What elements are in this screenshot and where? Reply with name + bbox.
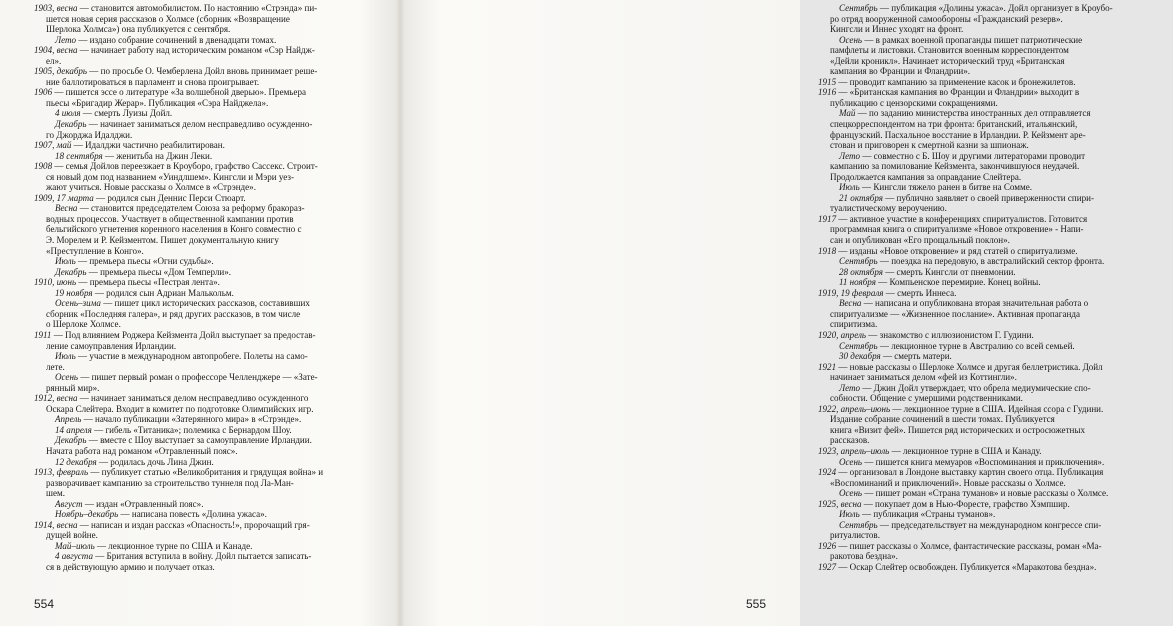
entry-text: — пишет рассказы о Холмсе, фантастические рассказы, роман «Ма- [836, 540, 1102, 551]
entry-text: — публично заявляет о своей приверженности спири- [882, 192, 1094, 203]
entry-text: — Компьенское перемирие. Конец войны. [875, 277, 1041, 288]
entry-text: — Оскар Слейтер освобожден. Публикуется «Маракотова бездна». [836, 561, 1097, 572]
chronology-line [818, 203, 1173, 214]
entry-text: французский. Пасхальное восстание в Ирландии. Р. Кейзмент аре- [830, 129, 1086, 140]
chronology-line [818, 130, 1173, 141]
entry-text: книга «Визит фей». Пишется ряд исторических и остросюжетных [830, 424, 1085, 435]
entry-text: — проводит кампанию за применение касок и бронежилетов. [836, 76, 1076, 87]
chronology-line [818, 530, 1173, 541]
date-label: 1914, весна [34, 519, 78, 530]
entry-text: — гибель «Титаника»; полемика с Бернардом Шоу. [91, 424, 292, 435]
entry-text: — издан «Отравленный пояс». [82, 498, 204, 509]
entry-text: Шерлока Холмса») она публикуется с сентября. [46, 24, 231, 35]
entry-text: — премьера пьесы «Пестрая лента». [76, 277, 220, 288]
entry-text: Оскара Слейтера. Входит в комитет по подготовке Олимпийских игр. [46, 403, 314, 414]
chronology-entry [818, 446, 1173, 457]
entry-text: — Джин Дойл утверждает, что обрела медиумические спо- [860, 382, 1091, 393]
chronology-line [34, 119, 389, 130]
chronology-line [34, 541, 389, 552]
entry-text: — активное участие в конференциях спиритуалистов. Готовится [836, 213, 1088, 224]
entry-text: ление самоуправления Ирландии. [46, 340, 177, 351]
chronology-line [34, 351, 389, 362]
chronology-line [34, 288, 389, 299]
entry-text: жают учиться. Новые рассказы о Холмсе в «Стрэнде». [46, 182, 256, 193]
chronology-line [34, 267, 389, 278]
chronology-line [34, 509, 389, 520]
entry-text: лете. [46, 361, 65, 372]
page-number-right: 555 [745, 597, 766, 611]
entry-text: ние баллотироваться в парламент и снова проигрывает. [46, 76, 260, 87]
entry-text: — начинает заниматься делом несправедливо осужденного [77, 393, 309, 404]
chronology-line [34, 98, 389, 109]
entry-text: — пишется эссе о литературе «За волшебной дверью». Премьера [52, 87, 306, 98]
chronology-line [818, 3, 1173, 14]
date-label: 1917 [818, 213, 837, 224]
date-label: 1907, май [34, 140, 72, 151]
chronology-line [818, 520, 1173, 531]
chronology-entry [818, 246, 1173, 257]
date-label: 1919, 19 февраля [818, 287, 884, 298]
date-label: Июль [839, 182, 860, 193]
chronology-entry [34, 277, 389, 288]
entry-text: спиритизма. [830, 319, 878, 330]
entry-text: го Джорджа Идалджи. [46, 129, 133, 140]
date-label: Июль [839, 509, 860, 520]
chronology-entry [818, 499, 1173, 510]
page-number-left: 554 [34, 597, 55, 611]
chronology-column-right [818, 3, 1173, 573]
entry-text: собности. Общение с умершими родственниками. [830, 393, 1023, 404]
chronology-line [34, 235, 389, 246]
date-label: Осень [839, 488, 863, 499]
entry-text: — поездка на передовую, в австралийский сектор фронта. [877, 256, 1105, 267]
entry-text: рянный мир». [46, 382, 100, 393]
entry-text: сан и опубликован «Его прощальный поклон». [830, 235, 1010, 246]
date-label: 4 августа [55, 551, 93, 562]
chronology-line [34, 457, 389, 468]
date-label: Лето [839, 382, 861, 393]
chronology-entry [34, 3, 389, 14]
chronology-line [818, 140, 1173, 151]
chronology-entry [818, 467, 1173, 478]
entry-text: Издание собрание сочинений в шести томах. Публикуется [830, 414, 1055, 425]
chronology-line [34, 24, 389, 35]
date-label: Осень [839, 456, 863, 467]
entry-text: стован и приговорен к смертной казни за шпионаж. [830, 140, 1029, 151]
date-label: 1913, февраль [34, 467, 89, 478]
entry-text: — по просьбе О. Чемберлена Дойл вновь принимает реше- [87, 66, 318, 77]
entry-text: — родилась дочь Лина Джин. [96, 456, 214, 467]
date-label: Сентябрь [839, 340, 878, 351]
entry-text: — начинает заниматься делом несправедливо осужденно- [86, 119, 313, 130]
date-label: Осень [839, 34, 863, 45]
chronology-line [818, 182, 1173, 193]
date-label: 1904, весна [34, 45, 78, 56]
chronology-line [34, 56, 389, 67]
chronology-line [34, 298, 389, 309]
chronology-line [818, 298, 1173, 309]
date-label: 1903, весна [34, 3, 78, 13]
chronology-line [34, 562, 389, 573]
entry-text: ся в действующую армию и получает отказ. [46, 561, 215, 572]
entry-text: шем. [46, 488, 65, 499]
date-label: Сентябрь [839, 3, 878, 13]
entry-text: «Преступление в Конго». [46, 245, 144, 256]
entry-text: ся новый дом под названием «Уиндлшем». Кингсли и Мэри уез- [46, 171, 294, 182]
date-label: 14 апреля [55, 424, 92, 435]
chronology-line [34, 14, 389, 25]
chronology-line [818, 457, 1173, 468]
date-label: 4 июля [55, 108, 81, 119]
date-label: 28 октября [839, 266, 883, 277]
chronology-line [818, 435, 1173, 446]
date-label: 1910, июнь [34, 277, 77, 288]
chronology-line [818, 414, 1173, 425]
chronology-line [34, 488, 389, 499]
entry-text: — смерть матери. [880, 351, 952, 362]
date-label: 1911 [34, 329, 52, 340]
chronology-entry [818, 77, 1173, 88]
chronology-line [818, 267, 1173, 278]
chronology-line [818, 351, 1173, 362]
entry-text: — пишет роман «Страна туманов» и новые рассказы о Холмсе. [862, 488, 1109, 499]
date-label: Лето [839, 150, 861, 161]
date-label: 1922, апрель–июнь [818, 403, 891, 414]
chronology-line [818, 309, 1173, 320]
date-label: Май–июль [55, 540, 95, 551]
entry-text: — публикация «Страны туманов». [859, 509, 996, 520]
date-label: 1925, весна [818, 498, 862, 509]
chronology-entry [34, 393, 389, 404]
entry-text: программная книга о спиритуализме «Новое откровение» - Напи- [830, 224, 1084, 235]
entry-text: — в рамках военной пропаганды пишет патриотические [862, 34, 1083, 45]
entry-text: кампанию за помилование Кейзмента, закончившуюся неудачей. [830, 161, 1080, 172]
entry-text: — участие в международном автопробеге. Полеты на само- [75, 351, 308, 362]
chronology-entry [818, 404, 1173, 415]
entry-text: ритуалистов. [830, 530, 880, 541]
chronology-line [34, 414, 389, 425]
entry-text: — лекционное турне в Австралию со всей семьей. [877, 340, 1075, 351]
chronology-entry [818, 330, 1173, 341]
entry-text: — смерть Луизы Дойл. [80, 108, 173, 119]
chronology-line [818, 172, 1173, 183]
entry-text: — становится автомобилистом. По настоянию «Стрэнда» пи- [77, 3, 318, 13]
chronology-entry [34, 520, 389, 531]
entry-text: водных процессов. Участвует в общественной кампании против [46, 213, 294, 224]
date-label: Осень [55, 372, 79, 383]
chronology-line [34, 372, 389, 383]
entry-text: шется новая серия рассказов о Холмсе (сборник «Возвращение [46, 13, 290, 24]
chronology-line [818, 45, 1173, 56]
chronology-entry [818, 87, 1173, 98]
entry-text: — пишет первый роман о профессоре Челленджере — «Зате- [78, 372, 318, 383]
date-label: 11 ноября [839, 277, 876, 288]
chronology-entry [34, 193, 389, 204]
date-label: Весна [839, 298, 862, 309]
entry-text: — вместе с Шоу выступает за самоуправление Ирландии. [86, 435, 312, 446]
entry-text: — написана повесть «Долина ужаса». [118, 509, 267, 520]
chronology-entry [34, 140, 389, 151]
date-label: Декабрь [55, 435, 87, 446]
entry-text: — пишется книга мемуаров «Воспоминания и приключения». [862, 456, 1105, 467]
chronology-line [818, 478, 1173, 489]
entry-text: — публикация «Долины ужаса». Дойл организует в Кроубо- [877, 3, 1113, 13]
chronology-line [34, 341, 389, 352]
date-label: Лето [55, 34, 77, 45]
date-label: Июль [55, 256, 76, 267]
chronology-entry [34, 467, 389, 478]
chronology-line [818, 509, 1173, 520]
chronology-line [818, 393, 1173, 404]
entry-text: — женитьба на Джин Леки. [102, 150, 213, 161]
entry-text: — «Британская кампания во Франции и Фландрии» выходит в [836, 87, 1080, 98]
entry-text: сборник «Последняя галера», и ряд других рассказов, в том числе [46, 308, 301, 319]
entry-text: — покупает дом в Нью-Форесте, графство Хэмпшир. [861, 498, 1070, 509]
chronology-line [818, 108, 1173, 119]
entry-text: Продолжается кампания за оправдание Слейтера. [830, 171, 1022, 182]
date-label: 1927 [818, 561, 837, 572]
date-label: 1909, 17 марта [34, 192, 94, 203]
date-label: Весна [55, 203, 78, 214]
chronology-line [34, 256, 389, 267]
date-label: 18 сентября [55, 150, 103, 161]
chronology-entry [34, 66, 389, 77]
date-label: Апрель [55, 414, 82, 425]
chronology-column-left [34, 3, 389, 573]
date-label: 1912, весна [34, 393, 78, 404]
date-label: Осень–зима [55, 298, 101, 309]
entry-text: — Под влиянием Роджера Кейзмента Дойл выступает за предостав- [51, 329, 316, 340]
chronology-line [34, 435, 389, 446]
chronology-entry [34, 87, 389, 98]
chronology-line [818, 224, 1173, 235]
chronology-line [818, 24, 1173, 35]
chronology-entry [34, 161, 389, 172]
date-label: 1924 [818, 467, 837, 478]
date-label: 1915 [818, 76, 837, 87]
entry-text: — начинает работу над историческим романом «Сэр Найдж- [77, 45, 315, 56]
entry-text: — лекционное турне в США и Канаду. [889, 445, 1042, 456]
chronology-entry [818, 214, 1173, 225]
chronology-line [34, 224, 389, 235]
entry-text: рассказов. [830, 435, 870, 446]
chronology-line [34, 478, 389, 489]
entry-text: — родился сын Деннис Перси Стюарт. [93, 192, 246, 203]
chronology-entry [34, 45, 389, 56]
chronology-line [34, 214, 389, 225]
entry-text: — родился сын Адриан Малькольм. [92, 287, 234, 298]
entry-text: — председательствует на международном конгрессе спи- [877, 519, 1102, 530]
chronology-entry [818, 362, 1173, 373]
entry-text: ел». [46, 55, 62, 66]
date-label: Декабрь [55, 266, 87, 277]
chronology-line [34, 35, 389, 46]
entry-text: ракотова бездна». [830, 551, 898, 562]
chronology-line [818, 341, 1173, 352]
date-label: 1906 [34, 87, 53, 98]
left-page [0, 0, 400, 626]
chronology-entry [818, 288, 1173, 299]
entry-text: — смерть Иннеса. [883, 287, 957, 298]
chronology-line [34, 309, 389, 320]
chronology-line [818, 119, 1173, 130]
entry-text: «Дейли кроникл». Начинает исторический труд «Британская [830, 55, 1065, 66]
date-label: Сентябрь [839, 256, 878, 267]
chronology-entry [818, 541, 1173, 552]
entry-text: кампания во Франции и Фландрии». [830, 66, 971, 77]
date-label: 1916 [818, 87, 837, 98]
entry-text: бельгийского угнетения коренного населения в Конго совместно с [46, 224, 302, 235]
date-label: 1918 [818, 245, 837, 256]
date-label: 1920, апрель [818, 329, 867, 340]
entry-text: «Воспоминаний и приключений». Новые рассказы о Холмсе. [830, 477, 1066, 488]
date-label: 1923, апрель–июль [818, 445, 890, 456]
chronology-line [34, 446, 389, 457]
date-label: Август [55, 498, 83, 509]
entry-text: — семья Дойлов переезжает в Кроуборо, графство Сассекс. Строит- [52, 161, 318, 172]
chronology-line [818, 14, 1173, 25]
chronology-line [818, 235, 1173, 246]
entry-text: — публикует статью «Великобритания и грядущая война» и [88, 467, 324, 478]
chronology-line [818, 56, 1173, 67]
entry-text: публикацию с цензорскими сокращениями. [830, 97, 998, 108]
chronology-line [818, 151, 1173, 162]
chronology-line [818, 319, 1173, 330]
entry-text: спецкорреспондентом на три фронта: британский, итальянский, [830, 119, 1078, 130]
entry-text: памфлеты и листовки. Становится военным корреспондентом [830, 45, 1069, 56]
entry-text: — Кингсли тяжело ранен в битве на Сомме. [859, 182, 1032, 193]
chronology-line [34, 362, 389, 373]
chronology-line [34, 425, 389, 436]
entry-text: — Британия вступила в войну. Дойл пытается записать- [92, 551, 312, 562]
entry-text: — знакомство с иллюзионистом Г. Гудини. [866, 329, 1034, 340]
entry-text: разворачивает кампанию за строительство туннеля под Ла-Ман- [46, 477, 294, 488]
date-label: 1921 [818, 361, 837, 372]
entry-text: — становится председателем Союза за реформу бракораз- [77, 203, 305, 214]
date-label: 12 декабря [55, 456, 97, 467]
entry-text: — лекционное турне по США и Канаде. [94, 540, 253, 551]
chronology-line [818, 372, 1173, 383]
date-label: 1926 [818, 540, 837, 551]
chronology-line [818, 488, 1173, 499]
chronology-line [818, 193, 1173, 204]
entry-text: — издано собрание сочинений в двенадцати томах. [76, 34, 277, 45]
date-label: 21 октября [839, 192, 883, 203]
chronology-line [818, 98, 1173, 109]
entry-text: — изданы «Новое откровение» и ряд статей о спиритуализме. [836, 245, 1078, 256]
right-page [400, 0, 1113, 626]
entry-text: Начата работа над романом «Отравленный пояс». [46, 445, 238, 456]
chronology-line [818, 277, 1173, 288]
date-label: 30 декабря [839, 351, 881, 362]
chronology-line [34, 551, 389, 562]
chronology-line [34, 530, 389, 541]
chronology-line [34, 404, 389, 415]
chronology-line [34, 108, 389, 119]
date-label: Ноябрь–декабрь [55, 509, 119, 520]
chronology-line [34, 319, 389, 330]
entry-text: — премьера пьесы «Огни судьбы». [75, 256, 214, 267]
entry-text: о Шерлоке Холмсе. [46, 319, 121, 330]
entry-text: ро отряд вооруженной самообороны «Гражданский резерв». [830, 13, 1063, 24]
chronology-entry [34, 330, 389, 341]
chronology-line [34, 172, 389, 183]
entry-text: начинает заниматься делом «фей из Коттингли». [830, 372, 1017, 383]
chronology-line [34, 246, 389, 257]
chronology-line [34, 77, 389, 88]
chronology-line [34, 383, 389, 394]
chronology-line [34, 151, 389, 162]
entry-text: — написана и опубликована вторая значительная работа о [861, 298, 1089, 309]
entry-text: спиритуализме — «Жизненное послание». Активная пропаганда [830, 308, 1080, 319]
entry-text: пьесы «Бригадир Жерар». Публикация «Сэра Найджела». [46, 97, 269, 108]
entry-text: — организовал в Лондоне выставку картин своего отца. Публикация [836, 467, 1104, 478]
entry-text: — смерть Кингсли от пневмонии. [882, 266, 1016, 277]
date-label: Декабрь [55, 119, 87, 130]
entry-text: — написан и издан рассказ «Опасность!», пророчащий гря- [77, 519, 310, 530]
date-label: Июль [55, 351, 76, 362]
chronology-line [34, 203, 389, 214]
entry-text: — Идалджи частично реабилитирован. [71, 140, 225, 151]
date-label: 19 ноября [55, 287, 93, 298]
chronology-line [818, 551, 1173, 562]
date-label: 1905, декабрь [34, 66, 88, 77]
chronology-entry [818, 562, 1173, 573]
chronology-line [34, 182, 389, 193]
chronology-line [34, 130, 389, 141]
chronology-line [818, 383, 1173, 394]
chronology-line [818, 66, 1173, 77]
chronology-line [818, 425, 1173, 436]
date-label: Сентябрь [839, 519, 878, 530]
date-label: 1908 [34, 161, 53, 172]
entry-text: дущей войне. [46, 530, 98, 541]
entry-text: — совместно с Б. Шоу и другими литераторами проводит [860, 150, 1086, 161]
entry-text: Э. Морелем и Р. Кейзментом. Пишет документальную книгу [46, 235, 279, 246]
chronology-line [34, 499, 389, 510]
entry-text: — премьера пьесы «Дом Темперли». [86, 266, 232, 277]
entry-text: — лекционное турне в США. Идейная ссора с Гудини. [890, 403, 1104, 414]
chronology-line [818, 256, 1173, 267]
entry-text: — по заданию министерства иностранных дел отправляется [855, 108, 1091, 119]
entry-text: туалистическому вероучению. [830, 203, 947, 214]
entry-text: — начало публикации «Затерянного мира» в «Стрэнде». [81, 414, 302, 425]
chronology-line [818, 35, 1173, 46]
chronology-line [818, 161, 1173, 172]
entry-text: Кингсли и Иннес уходят на фронт. [830, 24, 964, 35]
entry-text: — новые рассказы о Шерлоке Холмсе и другая беллетристика. Дойл [836, 361, 1103, 372]
entry-text: — пишет цикл исторических рассказов, составивших [100, 298, 310, 309]
date-label: Май [839, 108, 856, 119]
